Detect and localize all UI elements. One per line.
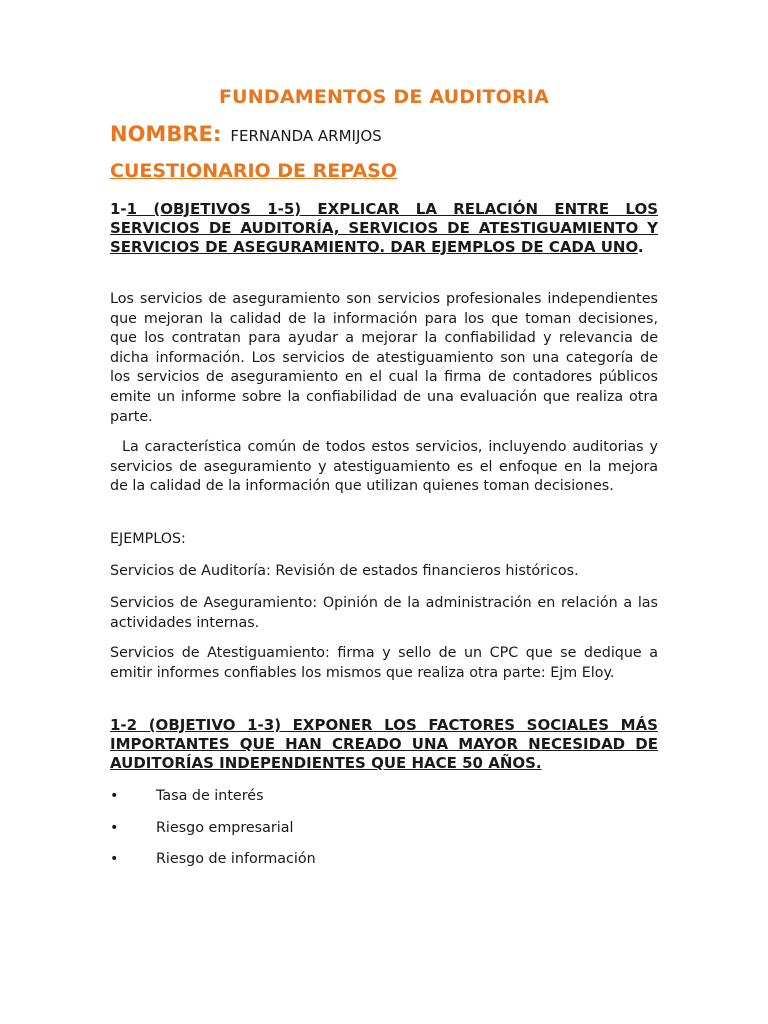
bullet-icon: • [110,820,119,836]
name-value: FERNANDA ARMIJOS [230,127,382,145]
bullet-icon: • [110,851,119,867]
question-1 [110,200,658,257]
bullet-item [110,819,293,838]
answer-paragraph-1: Los servicios de aseguramiento son servicios profesionales independientes que mejoran la calidad de la información para los que toman decisiones, que los contratan para ayudar a mejorar la confiabilidad y relevancia de dicha información. Los servicios de atestiguamiento son una categoría de los servicios de aseguramiento en el cual la firma de contadores públicos emite un informe sobre la confiabilidad de una evaluación que realiza otra parte. [110,291,658,425]
question-1-text: 1 (OBJETIVOS 1-5) EXPLICAR LA RELACIÓN ENTRE LOS SERVICIOS DE AUDITORÍA, SERVICIOS DE ATESTIGUAMIENTO Y SERVICIOS DE ASEGURAMIENTO. DAR EJEMPLOS DE CADA UNO [110,200,658,256]
bullet-icon: • [110,788,119,804]
examples-heading: EJEMPLOS: [110,531,186,547]
bullet-text: Riesgo empresarial [156,820,294,836]
question-1-suffix: . [637,238,644,256]
bullet-text: Tasa de interés [156,788,264,804]
question-2: 1-2 (OBJETIVO 1-3) EXPONER LOS FACTORES SOCIALES MÁS IMPORTANTES QUE HAN CREADO UNA MAYOR NECESIDAD DE AUDITORÍAS INDEPENDIENTES QUE HACE 50 AÑOS. [110,716,658,772]
questionnaire-heading: CUESTIONARIO DE REPASO [110,160,397,182]
name-label: NOMBRE: [110,122,222,146]
answer-paragraph-2: La característica común de todos estos servicios, incluyendo auditorias y servicios de aseguramiento y atestiguamiento es el enfoque en la mejora de la calidad de la información que utilizan quienes toman decisiones. [110,439,658,495]
question-1-prefix: 1- [110,200,127,218]
bullet-item [110,850,316,869]
document-title: FUNDAMENTOS DE AUDITORIA [218,86,550,108]
example-aseguramiento: Servicios de Aseguramiento: Opinión de la administración en relación a las actividades internas. [110,595,658,631]
example-atestiguamiento: Servicios de Atestiguamiento: firma y sello de un CPC que se dedique a emitir informes confiables los mismos que realiza otra parte: Ejm Eloy. [110,645,658,681]
student-name-line [110,122,382,146]
example-auditoria: Servicios de Auditoría: Revisión de estados financieros históricos. [110,563,579,579]
bullet-item [110,787,264,806]
bullet-text: Riesgo de información [156,851,316,867]
